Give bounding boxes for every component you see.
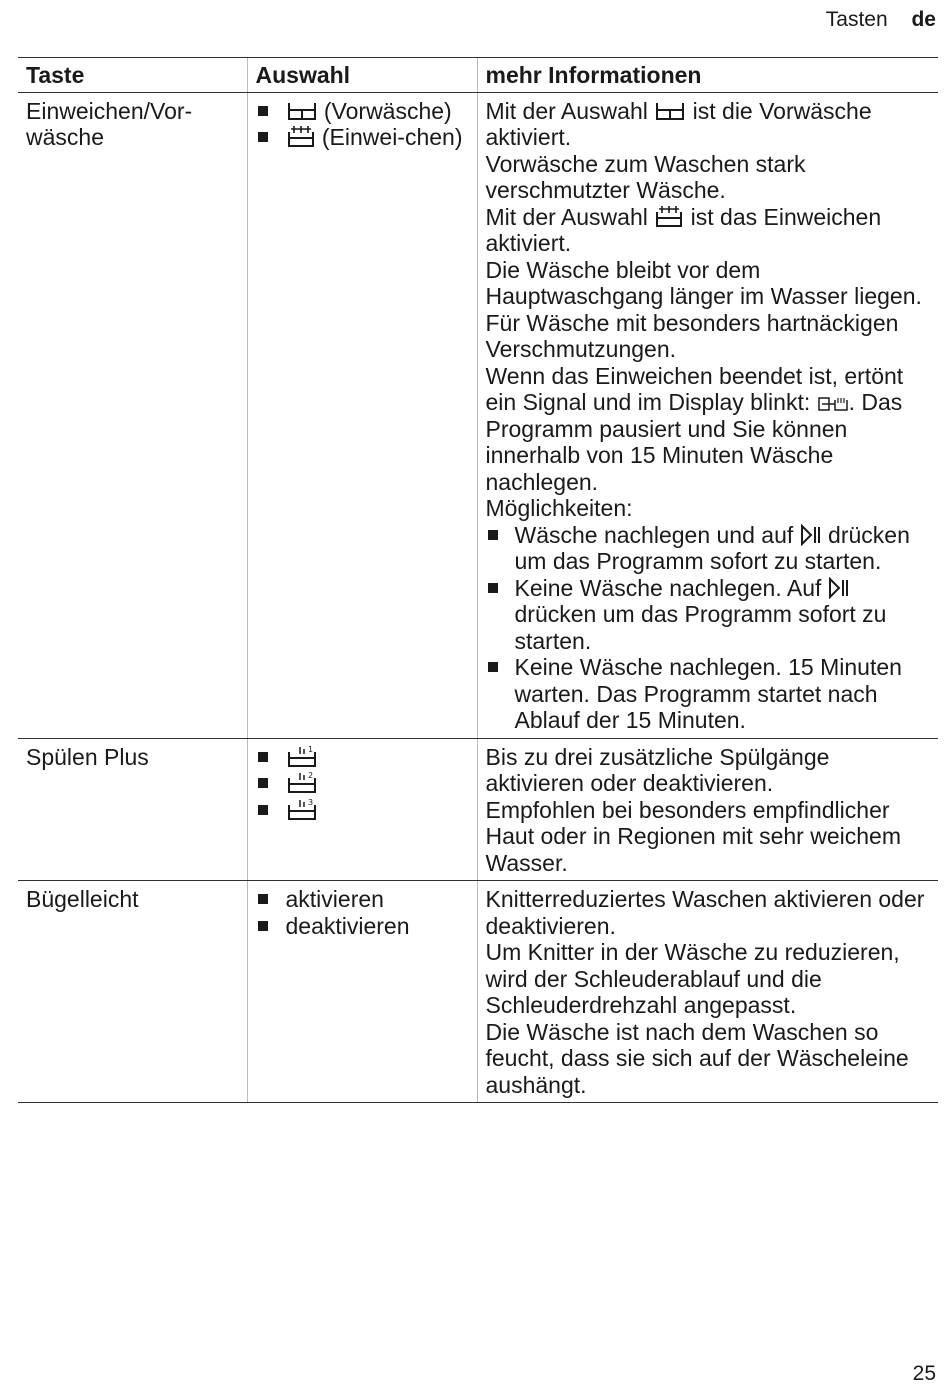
list-item [256, 770, 469, 797]
list-item: Keine Wäsche nachlegen. 15 Minuten warten. Das Programm startet nach Ablauf der 15 Minuten. [486, 654, 931, 734]
soak-end-icon [817, 395, 849, 413]
section-title: Tasten [825, 8, 888, 31]
info-cell [477, 881, 938, 1103]
info-text: drücken um das Programm sofort zu starten. [514, 521, 910, 574]
list-item [486, 575, 931, 655]
auswahl-cell [247, 738, 477, 881]
info-text: ist das Einweichen aktiviert. [485, 203, 882, 256]
svg-text:3: 3 [307, 797, 313, 807]
list-item [486, 522, 931, 575]
auswahl-cell [247, 881, 477, 1103]
auswahl-cell [247, 92, 477, 738]
taste-cell: Bügelleicht [18, 881, 247, 1103]
table-header-row [18, 58, 938, 93]
info-paragraph: Um Knitter in der Wäsche zu reduzieren, wird der Schleuderablauf und die Schleuderdrehzahl angepasst. [485, 939, 900, 1018]
table-row [18, 881, 938, 1103]
svg-text:2: 2 [307, 771, 313, 780]
list-item: deaktivieren [256, 913, 469, 940]
info-cell [477, 92, 938, 738]
table-row [18, 92, 938, 738]
start-pause-icon [800, 524, 822, 546]
info-paragraph: Empfohlen bei besonders empfindlicher Haut oder in Regionen mit sehr weichem Wasser. [485, 796, 901, 876]
page-number: 25 [912, 1362, 936, 1385]
info-text: ist die Vorwäsche aktiviert. [485, 97, 872, 150]
info-cell [477, 738, 938, 881]
info-text: Mit der Auswahl [485, 203, 648, 230]
language-code: de [911, 8, 936, 31]
info-text: Mit der Auswahl [485, 97, 648, 124]
info-text: Wäsche nachlegen und auf [514, 521, 794, 548]
info-paragraph [486, 363, 931, 496]
list-item [256, 98, 469, 125]
info-text: Keine Wäsche nachlegen. Auf [514, 574, 822, 601]
info-paragraph [486, 98, 931, 151]
prewash-icon [654, 100, 686, 122]
options-list [486, 522, 931, 734]
info-text: drücken um das Programm sofort zu starten. [514, 601, 887, 654]
taste-cell: Einweichen/Vor-wäsche [18, 92, 247, 738]
table-row [18, 738, 938, 881]
column-header-taste: Taste [18, 58, 247, 93]
column-header-info: mehr Informationen [477, 58, 938, 93]
info-paragraph: Knitterreduziertes Waschen aktivieren oder deaktivieren. [485, 886, 925, 939]
rinse-plus-2-icon [286, 770, 318, 794]
soak-label: (Einwei-chen) [321, 124, 463, 150]
info-paragraph: Die Wäsche bleibt vor dem Hauptwaschgang länger im Wasser liegen. [485, 256, 922, 309]
list-item [256, 124, 469, 151]
info-paragraph [486, 204, 931, 257]
taste-cell: Spülen Plus [18, 738, 247, 881]
soak-icon [654, 204, 684, 228]
page-header [826, 6, 936, 34]
info-paragraph: Für Wäsche mit besonders hartnäckigen Verschmutzungen. [485, 309, 899, 362]
list-item: aktivieren [256, 886, 469, 913]
list-item [256, 797, 469, 824]
soak-icon [286, 124, 316, 148]
info-text: Wenn das Einweichen beendet ist, ertönt ein Signal und im Display blinkt: [485, 362, 904, 415]
info-paragraph: Bis zu drei zusätzliche Spülgänge aktivieren oder deaktivieren. [485, 743, 830, 796]
info-paragraph: Möglichkeiten: [485, 495, 633, 521]
column-header-auswahl: Auswahl [247, 58, 477, 93]
info-paragraph: Vorwäsche zum Waschen stark verschmutzter Wäsche. [485, 150, 806, 203]
svg-text:1: 1 [307, 744, 313, 754]
rinse-plus-1-icon [286, 744, 318, 768]
start-pause-icon [828, 577, 850, 599]
info-paragraph: Die Wäsche ist nach dem Waschen so feucht, dass sie sich auf der Wäscheleine aushängt. [485, 1018, 909, 1098]
button-options-table [18, 57, 938, 1103]
rinse-plus-3-icon [286, 797, 318, 821]
prewash-icon [286, 100, 318, 122]
info-text: . Das Programm pausiert und Sie können innerhalb von 15 Minuten Wäsche nachlegen. [485, 389, 903, 495]
prewash-label: (Vorwäsche) [323, 97, 452, 124]
list-item [256, 744, 469, 771]
